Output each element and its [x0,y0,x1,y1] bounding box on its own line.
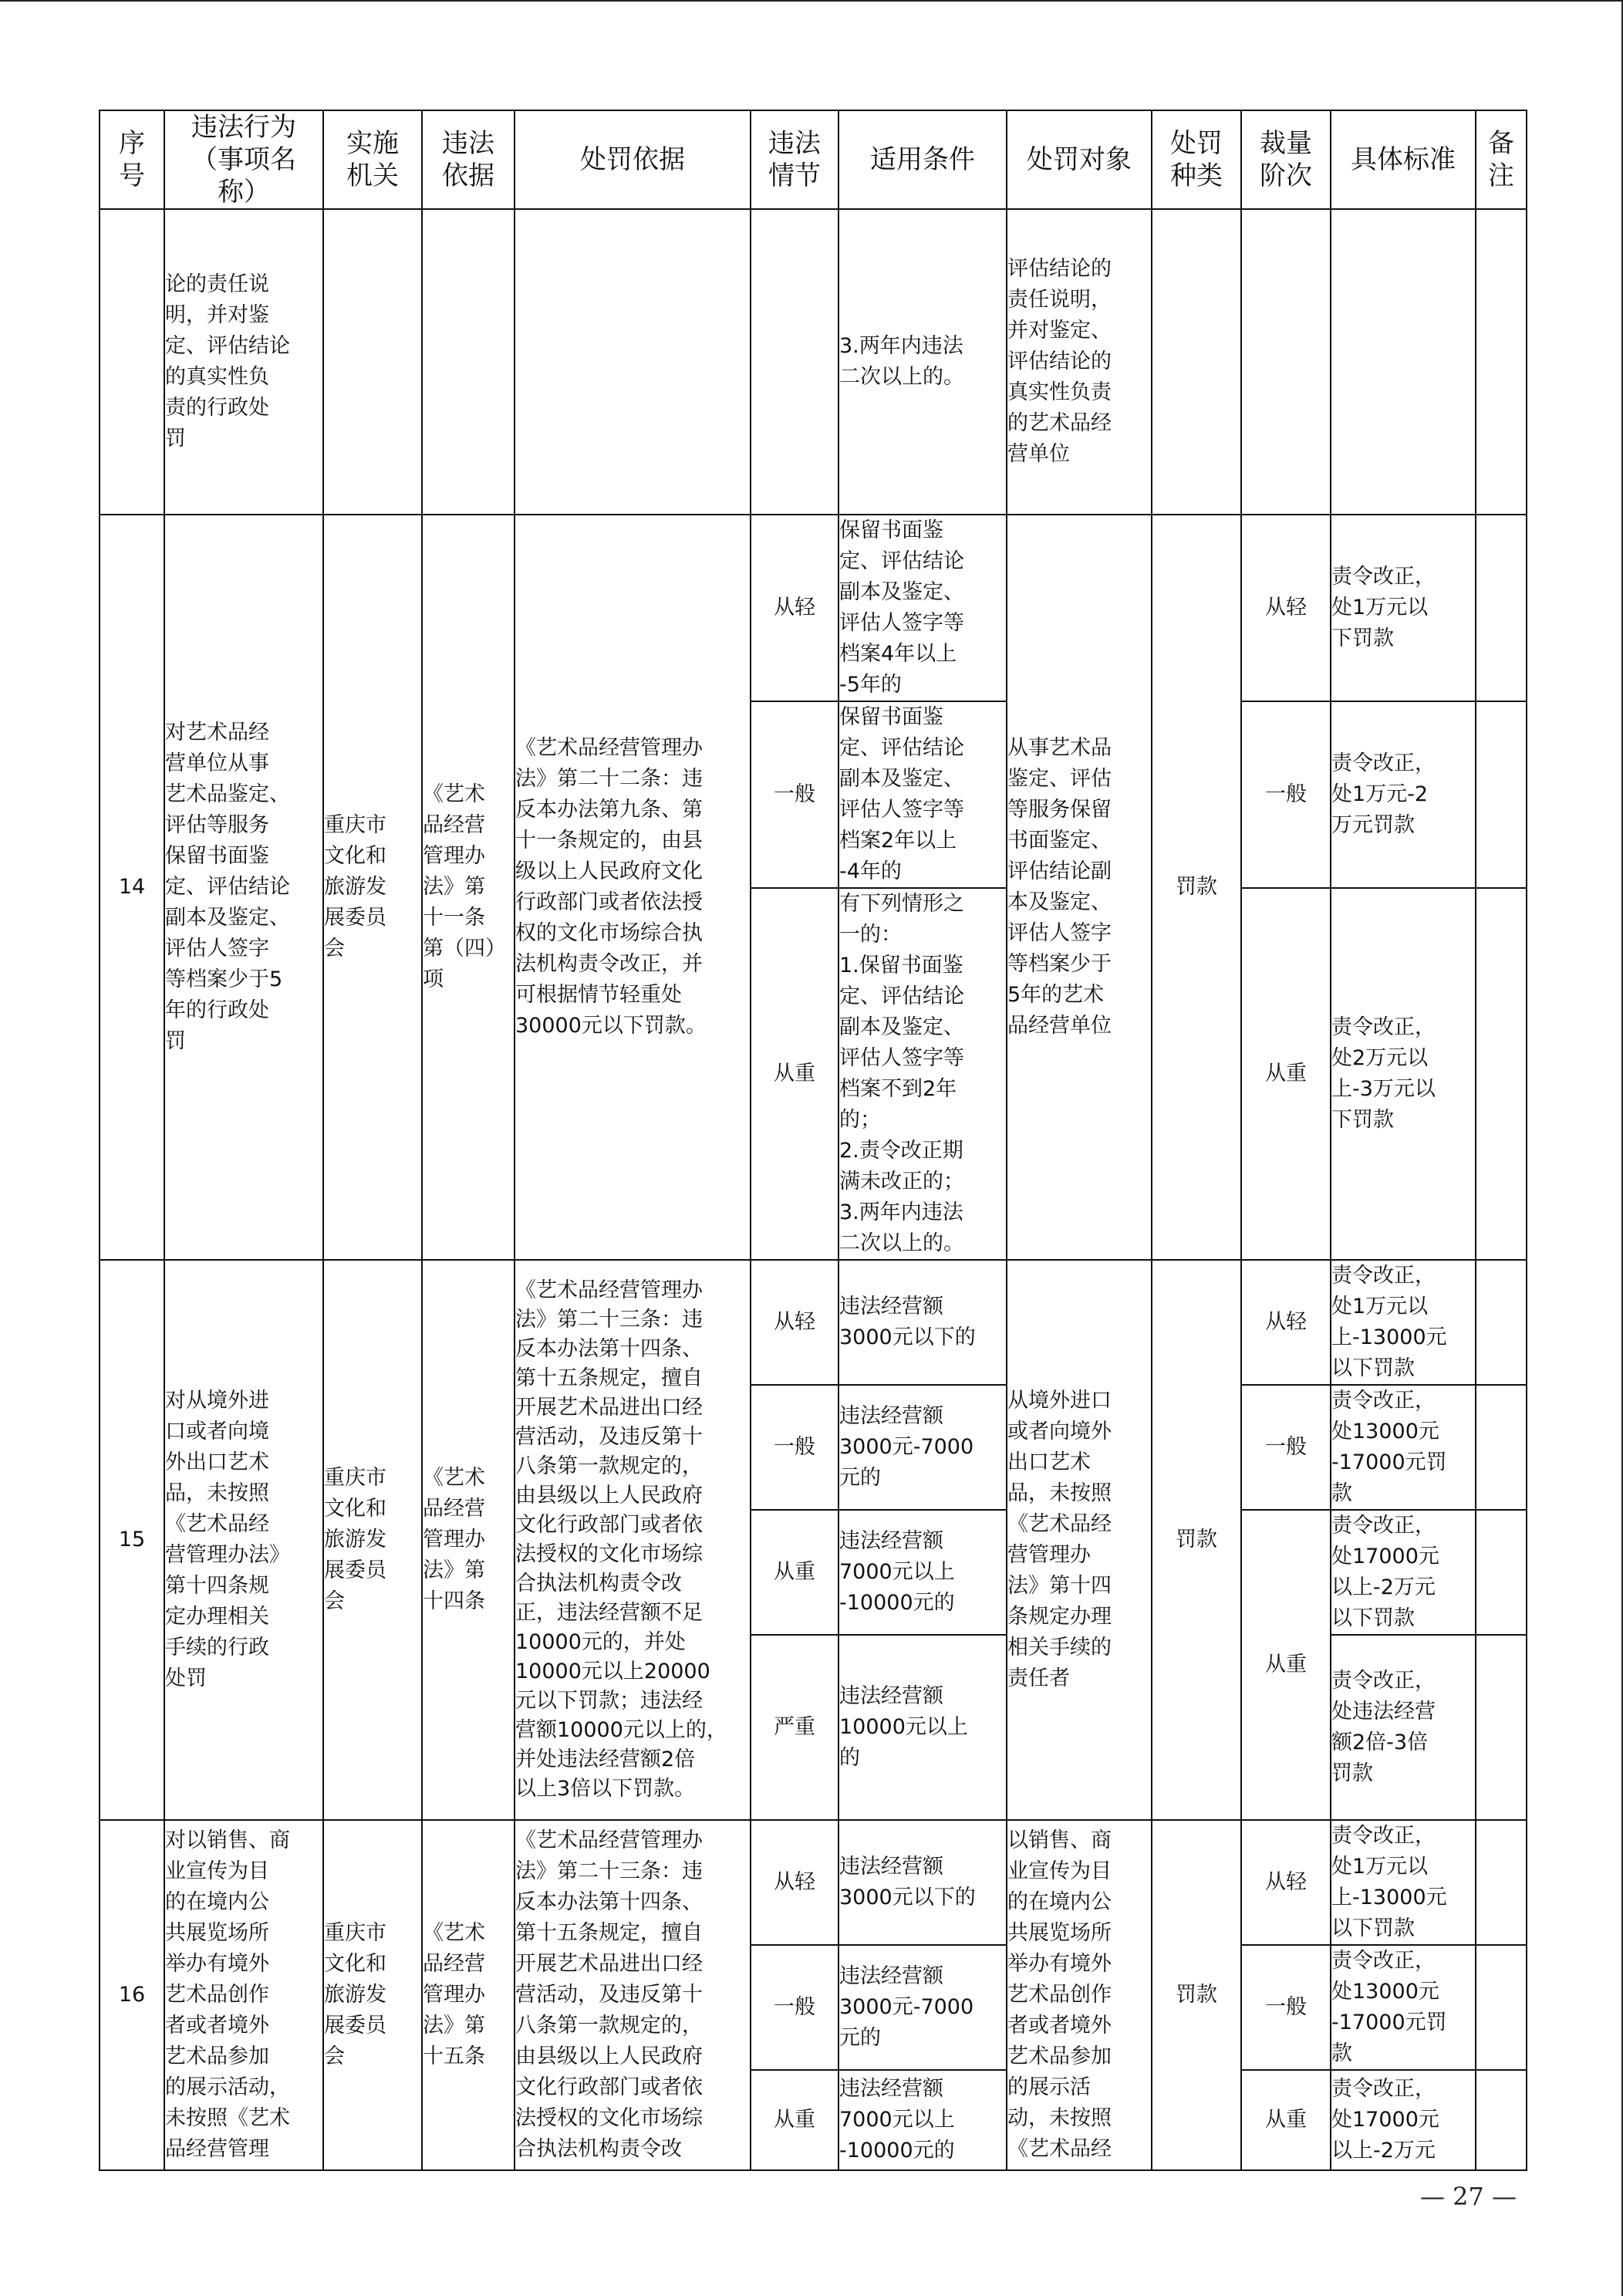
law-cell: 《艺术 品经营 管理办 法》第 十四条 [422,1260,515,1820]
violation-cell: 对艺术品经 营单位从事 艺术品鉴定、 评估等服务 保留书面鉴 定、评估结论 副本及鉴定、 评估人签字 等档案少于5 年的行政处 罚 [164,515,323,1260]
condition-cell: 保留书面鉴 定、评估结论 副本及鉴定、 评估人签字等 档案2年以上 -4年的 [838,701,1007,888]
remarks-cell [1476,1385,1527,1510]
table-header-row [100,110,1527,209]
remarks-cell [1476,515,1527,701]
target-cell: 以销售、商 业宣传为目 的在境内公 共展览场所 举办有境外 艺术品创作 者或者境外 艺术品参加 的展示活 动，未按照 《艺术品经 [1007,1820,1152,2170]
level-cell: 从轻 [1241,1260,1331,1385]
penalty-discretion-table [99,110,1527,2171]
standard-cell: 责令改正， 处1万元以 下罚款 [1331,515,1476,701]
remarks-cell [1476,209,1527,515]
remarks-cell [1476,1820,1527,1945]
condition-cell: 有下列情形之 一的： 1.保留书面鉴 定、评估结论 副本及鉴定、 评估人签字等 档案不到2年 的； 2.责令改正期 满未改正的； 3.两年内违法 二次以上的。 [838,888,1007,1260]
kind-cell: 罚款 [1152,1820,1241,2170]
level-cell: 一般 [1241,1385,1331,1510]
target-cell: 从事艺术品 鉴定、评估 等服务保留 书面鉴定、 评估结论副 本及鉴定、 评估人签字 等档案少于 5年的艺术 品经营单位 [1007,515,1152,1260]
table-row [100,209,1527,515]
header-discretion-level: 裁量 阶次 [1241,110,1331,209]
level-cell [1241,209,1331,515]
header-remarks: 备 注 [1476,110,1527,209]
agency-cell: 重庆市 文化和 旅游发 展委员 会 [323,1260,422,1820]
header-standard: 具体标准 [1331,110,1476,209]
standard-cell: 责令改正， 处1万元以 上-13000元 以下罚款 [1331,1820,1476,1945]
serial-cell: 15 [100,1260,164,1820]
circumstance-cell: 从重 [751,1510,838,1635]
condition-cell: 违法经营额 7000元以上 -10000元的 [838,1510,1007,1635]
remarks-cell [1476,888,1527,1260]
header-violation-basis: 违法 依据 [422,110,515,209]
circumstance-cell [751,209,838,515]
remarks-cell [1476,1945,1527,2070]
page-number: — 27 — [1419,2182,1517,2211]
standard-cell: 责令改正， 处13000元 -17000元罚 款 [1331,1945,1476,2070]
level-cell: 一般 [1241,701,1331,888]
header-condition: 适用条件 [838,110,1007,209]
circumstance-cell: 从轻 [751,1820,838,1945]
top-border-line [0,0,1623,2]
circumstance-cell: 从轻 [751,1260,838,1385]
serial-cell [100,209,164,515]
circumstance-cell: 一般 [751,701,838,888]
target-cell: 评估结论的 责任说明， 并对鉴定、 评估结论的 真实性负责 的艺术品经 营单位 [1007,209,1152,515]
law-cell [422,209,515,515]
serial-cell: 16 [100,1820,164,2170]
remarks-cell [1476,701,1527,888]
header-penalty-kind: 处罚 种类 [1152,110,1241,209]
header-agency: 实施 机关 [323,110,422,209]
circumstance-cell: 从重 [751,2070,838,2170]
circumstance-cell: 从轻 [751,515,838,701]
law-cell: 《艺术 品经营 管理办 法》第 十一条 第（四） 项 [422,515,515,1260]
header-penalty-target: 处罚对象 [1007,110,1152,209]
law-cell: 《艺术 品经营 管理办 法》第 十五条 [422,1820,515,2170]
kind-cell [1152,209,1241,515]
circumstance-cell: 一般 [751,1385,838,1510]
agency-cell: 重庆市 文化和 旅游发 展委员 会 [323,1820,422,2170]
standard-cell [1331,209,1476,515]
condition-cell: 违法经营额 3000元以下的 [838,1260,1007,1385]
table-row [100,515,1527,701]
target-cell: 从境外进口 或者向境外 出口艺术 品，未按照 《艺术品经 营管理办 法》第十四 条规定办理 相关手续的 责任者 [1007,1260,1152,1820]
agency-cell [323,209,422,515]
standard-cell: 责令改正， 处17000元 以上-2万元 以下罚款 [1331,1510,1476,1635]
header-violation: 违法行为 （事项名 称） [164,110,323,209]
violation-cell: 论的责任说 明，并对鉴 定、评估结论 的真实性负 责的行政处 罚 [164,209,323,515]
condition-cell: 违法经营额 3000元-7000 元的 [838,1385,1007,1510]
standard-cell: 责令改正， 处13000元 -17000元罚 款 [1331,1385,1476,1510]
basis-cell: 《艺术品经营管理办 法》第二十二条：违 反本办法第九条、第 十一条规定的，由县 级以上人民政府文化 行政部门或者依法授 权的文化市场综合执 法机构责令改正，并 可根据情节轻重处 30000元以下罚款。 [515,515,751,1260]
remarks-cell [1476,1510,1527,1635]
remarks-cell [1476,1635,1527,1820]
level-cell: 从轻 [1241,515,1331,701]
table-row [100,1820,1527,1945]
serial-cell: 14 [100,515,164,1260]
standard-cell: 责令改正， 处1万元以 上-13000元 以下罚款 [1331,1260,1476,1385]
circumstance-cell: 一般 [751,1945,838,2070]
basis-cell: 《艺术品经营管理办 法》第二十三条：违 反本办法第十四条、 第十五条规定，擅自 开展艺术品进出口经 营活动，及违反第十 八条第一款规定的， 由县级以上人民政府 文化行政部门或者依 法授权的文化市场综 合执法机构责令改 正，违法经营额不足 10000元的，并处 10000元以上20000 元以下罚款；违法经 营额10000元以上的， 并处违法经营额2倍 以上3倍以下罚款。 [515,1260,751,1820]
level-cell: 从重 [1241,2070,1331,2170]
remarks-cell [1476,2070,1527,2170]
condition-cell: 违法经营额 3000元-7000 元的 [838,1945,1007,2070]
level-cell: 从重 [1241,1510,1331,1820]
circumstance-cell: 严重 [751,1635,838,1820]
violation-cell: 对以销售、商 业宣传为目 的在境内公 共展览场所 举办有境外 艺术品创作 者或者境外 艺术品参加 的展示活动， 未按照《艺术 品经营管理 [164,1820,323,2170]
condition-cell: 违法经营额 7000元以上 -10000元的 [838,2070,1007,2170]
header-serial-number: 序 号 [100,110,164,209]
header-penalty-basis: 处罚依据 [515,110,751,209]
standard-cell: 责令改正， 处2万元以 上-3万元以 下罚款 [1331,888,1476,1260]
kind-cell: 罚款 [1152,515,1241,1260]
standard-cell: 责令改正， 处违法经营 额2倍-3倍 罚款 [1331,1635,1476,1820]
violation-cell: 对从境外进 口或者向境 外出口艺术 品，未按照 《艺术品经 营管理办法》 第十四条规 定办理相关 手续的行政 处罚 [164,1260,323,1820]
table-row [100,1260,1527,1385]
header-circumstance: 违法 情节 [751,110,838,209]
remarks-cell [1476,1260,1527,1385]
level-cell: 一般 [1241,1945,1331,2070]
circumstance-cell: 从重 [751,888,838,1260]
level-cell: 从重 [1241,888,1331,1260]
basis-cell: 《艺术品经营管理办 法》第二十三条：违 反本办法第十四条、 第十五条规定，擅自 开展艺术品进出口经 营活动，及违反第十 八条第一款规定的， 由县级以上人民政府 文化行政部门或者依 法授权的文化市场综 合执法机构责令改 [515,1820,751,2170]
condition-cell: 3.两年内违法 二次以上的。 [838,209,1007,515]
basis-cell [515,209,751,515]
condition-cell: 保留书面鉴 定、评估结论 副本及鉴定、 评估人签字等 档案4年以上 -5年的 [838,515,1007,701]
condition-cell: 违法经营额 3000元以下的 [838,1820,1007,1945]
standard-cell: 责令改正， 处1万元-2 万元罚款 [1331,701,1476,888]
condition-cell: 违法经营额 10000元以上 的 [838,1635,1007,1820]
level-cell: 从轻 [1241,1820,1331,1945]
standard-cell: 责令改正， 处17000元 以上-2万元 [1331,2070,1476,2170]
agency-cell: 重庆市 文化和 旅游发 展委员 会 [323,515,422,1260]
kind-cell: 罚款 [1152,1260,1241,1820]
